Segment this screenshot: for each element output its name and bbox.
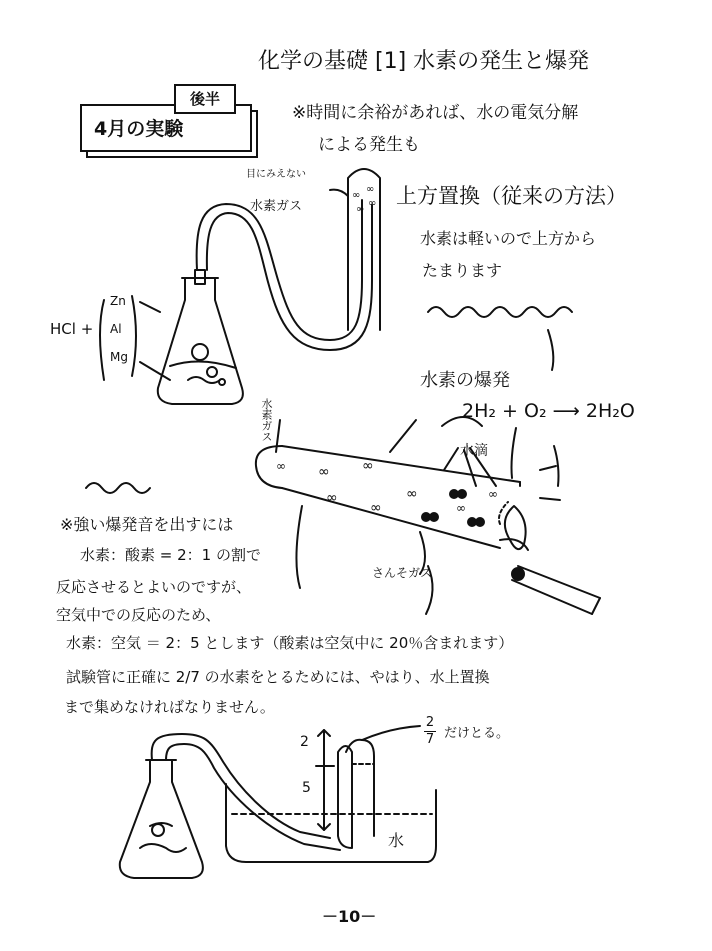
top-flask-drawing (100, 270, 243, 404)
oxygen-gas-label: さんそガス (372, 566, 433, 580)
hydrogen-gas-label: 水素ガス (250, 199, 303, 214)
measure-top: 2 (300, 734, 309, 750)
svg-text:∞: ∞ (366, 184, 375, 195)
wave-divider-right (428, 307, 572, 317)
paragraph-line-4: 空気中での反応のため、 (56, 606, 221, 624)
upward-displacement-title: 上方置換（従来の方法） (396, 184, 627, 208)
match-flame (499, 502, 600, 614)
paragraph-line-5: 水素：空気 ＝ 2：5 とします（酸素は空気中に 20％含まれます） (66, 634, 514, 652)
svg-text:∞: ∞ (368, 198, 377, 209)
paragraph-line-6: 試験管に正確に 2/7 の水素をとるためには、やはり、水上置換 (66, 668, 490, 686)
svg-text:∞: ∞ (326, 490, 338, 506)
paragraph-line-1: ※強い爆発音を出すには (60, 515, 234, 534)
svg-text:∞: ∞ (318, 464, 330, 480)
tag-label: 4月の実験 (94, 118, 184, 140)
water-label: 水 (388, 831, 405, 850)
upward-desc-1: 水素は軽いので上方から (420, 229, 597, 248)
svg-text:∞: ∞ (356, 204, 365, 215)
note-line-1: ※時間に余裕があれば、水の電気分解 (292, 103, 579, 123)
metal-mg: Mg (110, 350, 128, 364)
fraction-denominator: 7 (425, 732, 435, 747)
svg-text:∞: ∞ (488, 487, 498, 501)
metal-zn: Zn (110, 294, 126, 308)
water-trough (226, 726, 436, 862)
take-fraction (424, 716, 436, 747)
svg-text:∞: ∞ (406, 486, 418, 502)
fraction-numerator: 2 (425, 715, 435, 730)
page-number: －10－ (322, 907, 377, 926)
note-line-2: による発生も (318, 135, 420, 155)
measure-bottom: 5 (302, 780, 311, 796)
paragraph-line-3: 反応させるとよいのですが、 (56, 578, 252, 596)
arc-line-right (548, 330, 553, 370)
svg-text:∞: ∞ (370, 500, 382, 516)
upward-desc-2: たまります (422, 261, 503, 280)
tag-badge: 後半 (174, 84, 236, 114)
take-label: だけとる。 (444, 726, 510, 741)
metal-al: Al (110, 322, 122, 336)
svg-text:∞: ∞ (456, 501, 466, 515)
paragraph-line-2: 水素：酸素 = 2：1 の割で (80, 546, 261, 564)
explosion-test-tube (256, 417, 560, 614)
invisible-label: 目にみえない (246, 169, 306, 180)
page-title: 化学の基礎 [1] 水素の発生と爆発 (258, 49, 590, 74)
reaction-equation: 2H₂ + O₂ ⟶ 2H₂O (462, 400, 635, 422)
paragraph-line-7: まで集めなければなりません。 (64, 698, 275, 716)
svg-text:∞: ∞ (352, 190, 361, 201)
svg-text:∞: ∞ (362, 458, 374, 474)
svg-text:∞: ∞ (276, 459, 286, 473)
wave-divider-left (86, 483, 150, 493)
vertical-gas-label: 水素ガス (260, 398, 273, 442)
acid-label: HCl + (50, 320, 94, 338)
water-droplet-label: 水滴 (460, 443, 488, 459)
explosion-title: 水素の爆発 (420, 370, 510, 391)
